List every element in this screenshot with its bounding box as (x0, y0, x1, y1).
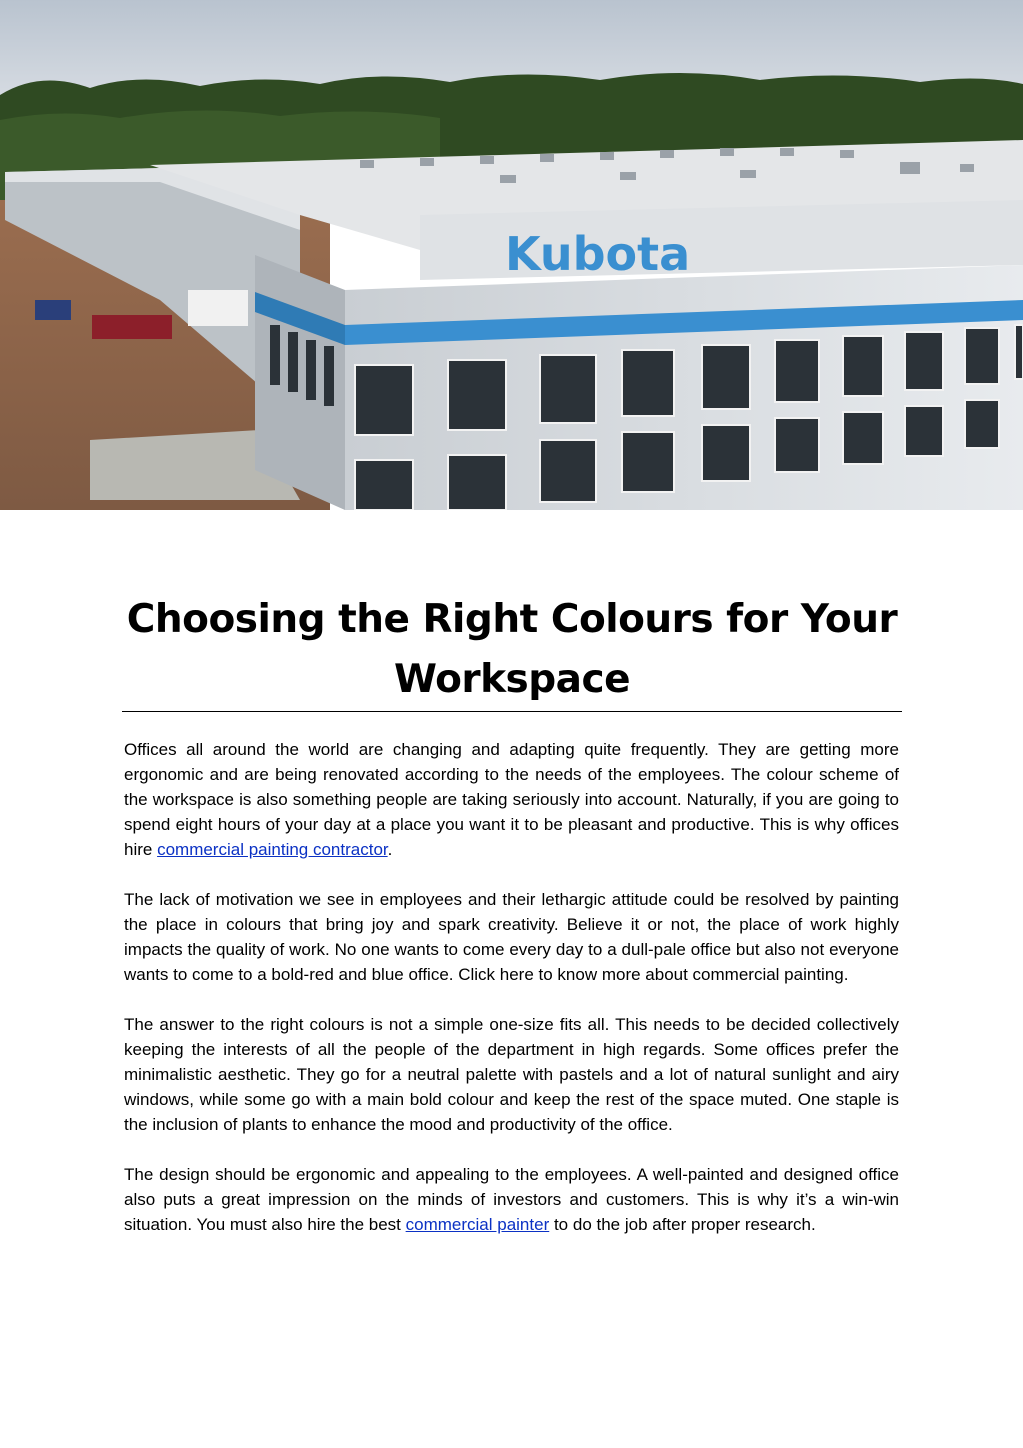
page-title (122, 590, 902, 710)
commercial-painter-link[interactable]: commercial painter (405, 1215, 550, 1234)
article-body (124, 737, 899, 1262)
commercial-painting-contractor-link[interactable]: commercial painting contractor (157, 840, 388, 859)
title-line-2: Workspace (393, 657, 631, 702)
paragraph-3: The answer to the right colours is not a simple one-size fits all. This needs to be decided collectively keeping the interests of all the people of the department in high regards. Some offices prefer the minimalistic aesthetic. They go for a neutral palette with pastels and a lot of natural sunlight and airy windows, while some go with a main bold colour and keep the rest of the space muted. One staple is the inclusion of plants to enhance the mood and productivity of the office. (124, 1015, 899, 1134)
hero-image (0, 0, 1023, 510)
kubota-sign: Kubota (505, 227, 691, 281)
paragraph-2: The lack of motivation we see in employees and their lethargic attitude could be resolved by painting the place in colours that bring joy and spark creativity. Believe it or not, the place of work highly impacts the quality of work. No one wants to come every day to a dull-pale office but also not everyone wants to come to a bold-red and blue office. Click here to know more about commercial painting. (124, 890, 899, 984)
title-underline (122, 711, 902, 712)
title-line-1: Choosing the Right Colours for Your (126, 597, 898, 642)
paragraph-4: The design should be ergonomic and appealing to the employees. A well-painted and designed office also puts a great impression on the minds of investors and customers. This is why it’s a win-win situation. You must also hire the best commercial painter to do the job after proper research. (124, 1165, 899, 1234)
paragraph-1: Offices all around the world are changing and adapting quite frequently. They are getting more ergonomic and are being renovated according to the needs of the employees. The colour scheme of the workspace is also something people are taking seriously into account. Naturally, if you are going to spend eight hours of your day at a place you want it to be pleasant and productive. This is why offices hire commercial painting contractor. (124, 740, 899, 859)
